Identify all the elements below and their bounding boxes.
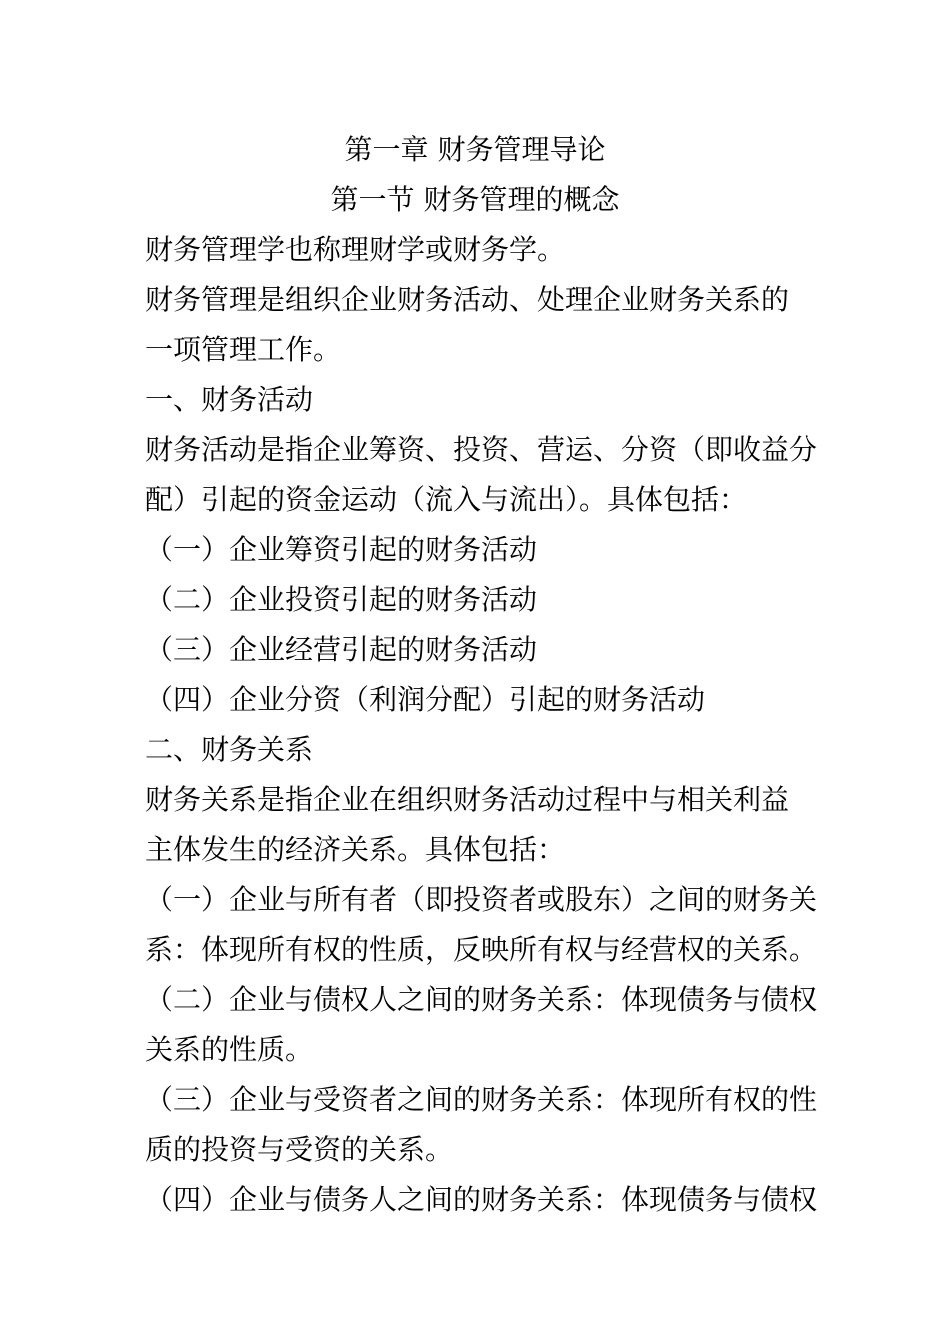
body-line: 财务管理学也称理财学或财务学。 <box>145 233 566 266</box>
body-line: 财务关系是指企业在组织财务活动过程中与相关利益 <box>145 783 790 816</box>
subheading-financial-activities: 一、财务活动 <box>145 383 314 416</box>
body-line: 主体发生的经济关系。具体包括： <box>145 833 566 866</box>
list-item: （二）企业与债权人之间的财务关系：体现债务与债权 <box>145 983 818 1016</box>
body-line: 一项管理工作。 <box>145 333 342 366</box>
body-line: 财务管理是组织企业财务活动、处理企业财务关系的 <box>145 283 790 316</box>
list-item: （一）企业筹资引起的财务活动 <box>145 533 538 566</box>
section-title: 第一节 财务管理的概念 <box>330 183 620 216</box>
body-line: 财务活动是指企业筹资、投资、营运、分资（即收益分 <box>145 433 818 466</box>
subheading-financial-relations: 二、财务关系 <box>145 733 314 766</box>
list-item: （四）企业分资（利润分配）引起的财务活动 <box>145 683 706 716</box>
list-item: （四）企业与债务人之间的财务关系：体现债务与债权 <box>145 1183 818 1216</box>
list-item: （三）企业与受资者之间的财务关系：体现所有权的性 <box>145 1083 818 1116</box>
body-line: 配）引起的资金运动（流入与流出）。具体包括： <box>145 483 748 516</box>
chapter-title: 第一章 财务管理导论 <box>344 133 606 166</box>
list-item: （一）企业与所有者（即投资者或股东）之间的财务关 <box>145 883 818 916</box>
list-item-continuation: 质的投资与受资的关系。 <box>145 1133 454 1166</box>
list-item: （二）企业投资引起的财务活动 <box>145 583 538 616</box>
list-item: （三）企业经营引起的财务活动 <box>145 633 538 666</box>
list-item-continuation: 系：体现所有权的性质，反映所有权与经营权的关系。 <box>145 933 818 966</box>
list-item-continuation: 关系的性质。 <box>145 1033 314 1066</box>
